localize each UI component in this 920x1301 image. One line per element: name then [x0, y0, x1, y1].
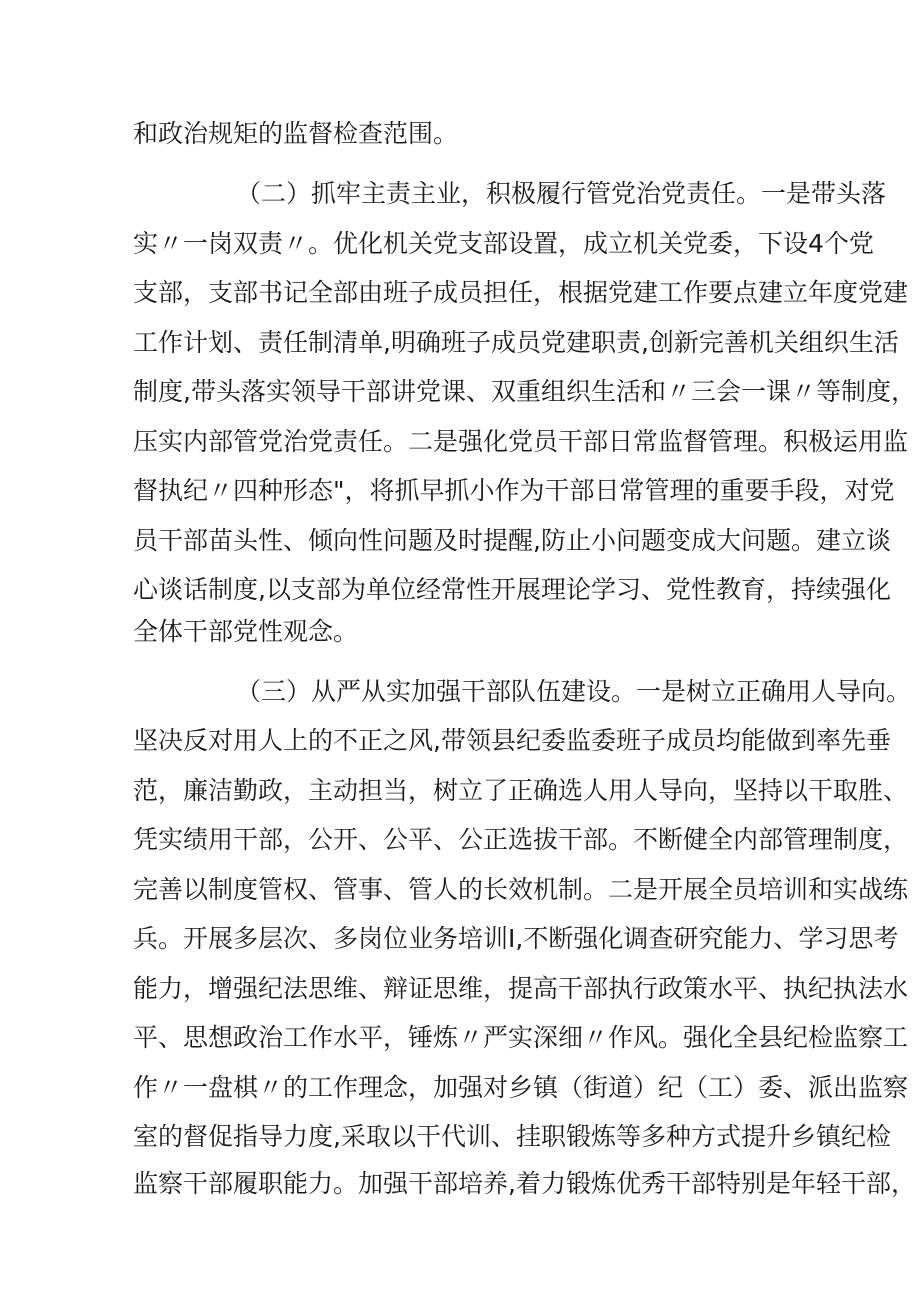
text-line: 坚决反对用人上的不正之风,带领县纪委监委班子成员均能做到率先垂 — [133, 726, 891, 755]
section-2-heading-line: （二）抓牢主责主业，积极履行管党治党责任。一是带头落 — [236, 179, 887, 208]
text-line: 室的督促指导力度,采取以干代训、挂职锻炼等多种方式提升乡镇纪检 — [133, 1122, 891, 1151]
text-line: 压实内部管党治党责任。二是强化党员干部日常监督管理。积极运用监 — [133, 427, 909, 456]
text-line: 支部，支部书记全部由班子成员担任，根据党建工作要点建立年度党建 — [133, 278, 909, 307]
text-line: 监察干部履职能力。加强干部培养,着力锻炼优秀干部特别是年轻干部， — [133, 1169, 916, 1198]
text-line: 和政治规矩的监督检查范围。 — [133, 119, 459, 148]
text-line: 完善以制度管权、管事、管人的长效机制。二是开展全员培训和实战练 — [133, 875, 909, 904]
text-line: 督执纪〃四种形态"，将抓早抓小作为干部日常管理的重要手段，对党 — [133, 476, 895, 505]
text-line: 凭实绩用干部，公开、公平、公正选拔干部。不断健全内部管理制度， — [133, 825, 909, 854]
section-3-heading-line: （三）从严从实加强干部队伍建设。一是树立正确用人导向。 — [236, 677, 912, 706]
text-line: 兵。开展多层次、多岗位业务培训I,不断强化调查研究能力、学习思考 — [133, 924, 899, 953]
text-line: 制度,带头落实领导干部讲党课、双重组织生活和〃三会一课〃等制度， — [133, 377, 916, 406]
text-line: 平、思想政治工作水平，锤炼〃严实深细〃作风。强化全县纪检监察工 — [133, 1023, 909, 1052]
text-line: 能力，增强纪法思维、辩证思维，提高干部执行政策水平、执纪执法水 — [133, 974, 909, 1003]
text-line: 作〃一盘棋〃的工作理念，加强对乡镇（街道）纪（工）委、派出监察 — [133, 1073, 909, 1102]
text-line: 心谈话制度,以支部为单位经常性开展理论学习、党性教育，持续强化 — [133, 575, 891, 604]
text-line: 实〃一岗双责〃。优化机关党支部设置，成立机关党委，下设4个党 — [133, 229, 874, 258]
text-line: 员干部苗头性、倾向性问题及时提醒,防止小问题变成大问题。建立谈 — [133, 526, 891, 555]
text-line: 工作计划、责任制清单,明确班子成员党建职责,创新完善机关组织生活 — [133, 328, 899, 357]
text-line: 范，廉洁勤政，主动担当，树立了正确选人用人导向，坚持以干取胜、 — [133, 776, 909, 805]
text-line: 全体干部党性观念。 — [133, 617, 359, 646]
